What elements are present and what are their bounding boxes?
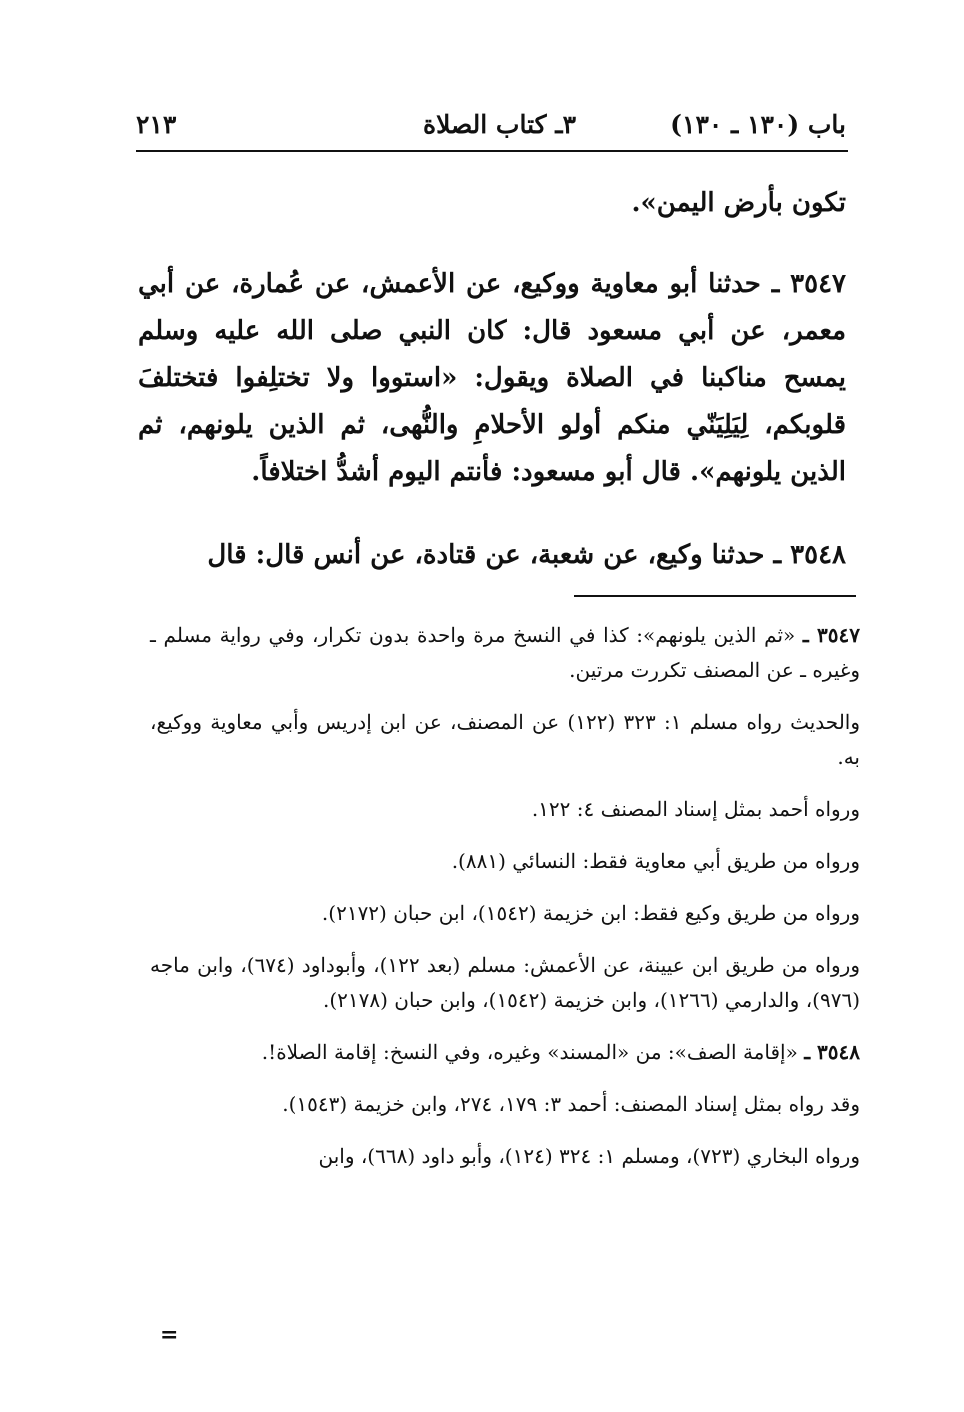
footnote-paragraph: ورواه من طريق أبي معاوية فقط: النسائي (٨٨١). xyxy=(451,849,860,873)
footnote-paragraph: ورواه من طريق ابن عيينة، عن الأعمش: مسلم (بعد ١٢٢)، وأبوداود (٦٧٤)، وابن ماجه (٩٧٦)، والدارمي (١٢٦٦)، وابن خزيمة (١٥٤٢)، وابن حبان (٢١٧٨). xyxy=(150,953,860,1012)
footnote-number: ٣٥٤٧ ـ xyxy=(802,623,861,647)
footnotes xyxy=(150,618,860,1191)
footnote-text: «ثم الذين يلونهم»: كذا في النسخ مرة واحدة بدون تكرار، وفي رواية مسلم ـ وغيره ـ عن المصنف تكررت مرتين. xyxy=(150,623,860,682)
book-title: ٣ـ كتاب الصلاة xyxy=(422,110,576,139)
page-number: ٢١٣ xyxy=(136,110,177,139)
header-rule xyxy=(136,150,848,152)
footnote-paragraph: ورواه من طريق وكيع فقط: ابن خزيمة (١٥٤٢)، ابن حبان (٢١٧٢). xyxy=(321,901,860,925)
footnote-number: ٣٥٤٨ ـ xyxy=(804,1040,860,1064)
footnote-separator xyxy=(574,595,856,597)
footnote-3547 xyxy=(150,618,860,688)
footnote-paragraph: ورواه أحمد بمثل إسناد المصنف ٤: ١٢٢. xyxy=(531,797,860,821)
continuation-mark: = xyxy=(160,1322,179,1348)
hadith-3548: ٣٥٤٨ ـ حدثنا وكيع، عن شعبة، عن قتادة، عن أنس قال: قال xyxy=(207,540,846,570)
main-text xyxy=(138,180,846,579)
chapter-heading: باب (١٣٠ ـ ١٣٠) xyxy=(670,110,846,139)
continued-text: تكون بأرض اليمن». xyxy=(631,188,846,218)
footnote-text: «إقامة الصف»: من «المسند» وغيره، وفي النسخ: إقامة الصلاة!. xyxy=(261,1040,798,1064)
footnote-paragraph: والحديث رواه مسلم ١: ٣٢٣ (١٢٢) عن المصنف، عن ابن إدريس وأبي معاوية ووكيع، به. xyxy=(150,710,861,769)
hadith-3547: ٣٥٤٧ ـ حدثنا أبو معاوية ووكيع، عن الأعمش، عن عُمارة، عن أبي معمر، عن أبي مسعود قال: كان النبي صلى الله عليه وسلم يمسح مناكبنا في الصلاة ويقول: «استووا ولا تختلِفوا فتختلفَ قلوبكم، لِيَلِيَنّي منكم أولو الأحلامِ والنُّهى، ثم الذين يلونهم، ثم الذين يلونهم». قال أبو مسعود: فأنتم اليوم أشدُّ اختلافاً. xyxy=(138,269,846,487)
footnote-paragraph: وقد رواه بمثل إسناد المصنف: أحمد ٣: ١٧٩، ٢٧٤، وابن خزيمة (١٥٤٣). xyxy=(282,1092,860,1116)
footnote-3548 xyxy=(150,1035,860,1070)
footnote-paragraph: ورواه البخاري (٧٢٣)، ومسلم ١: ٣٢٤ (١٢٤)، وأبو داود (٦٦٨)، وابن xyxy=(318,1144,860,1168)
